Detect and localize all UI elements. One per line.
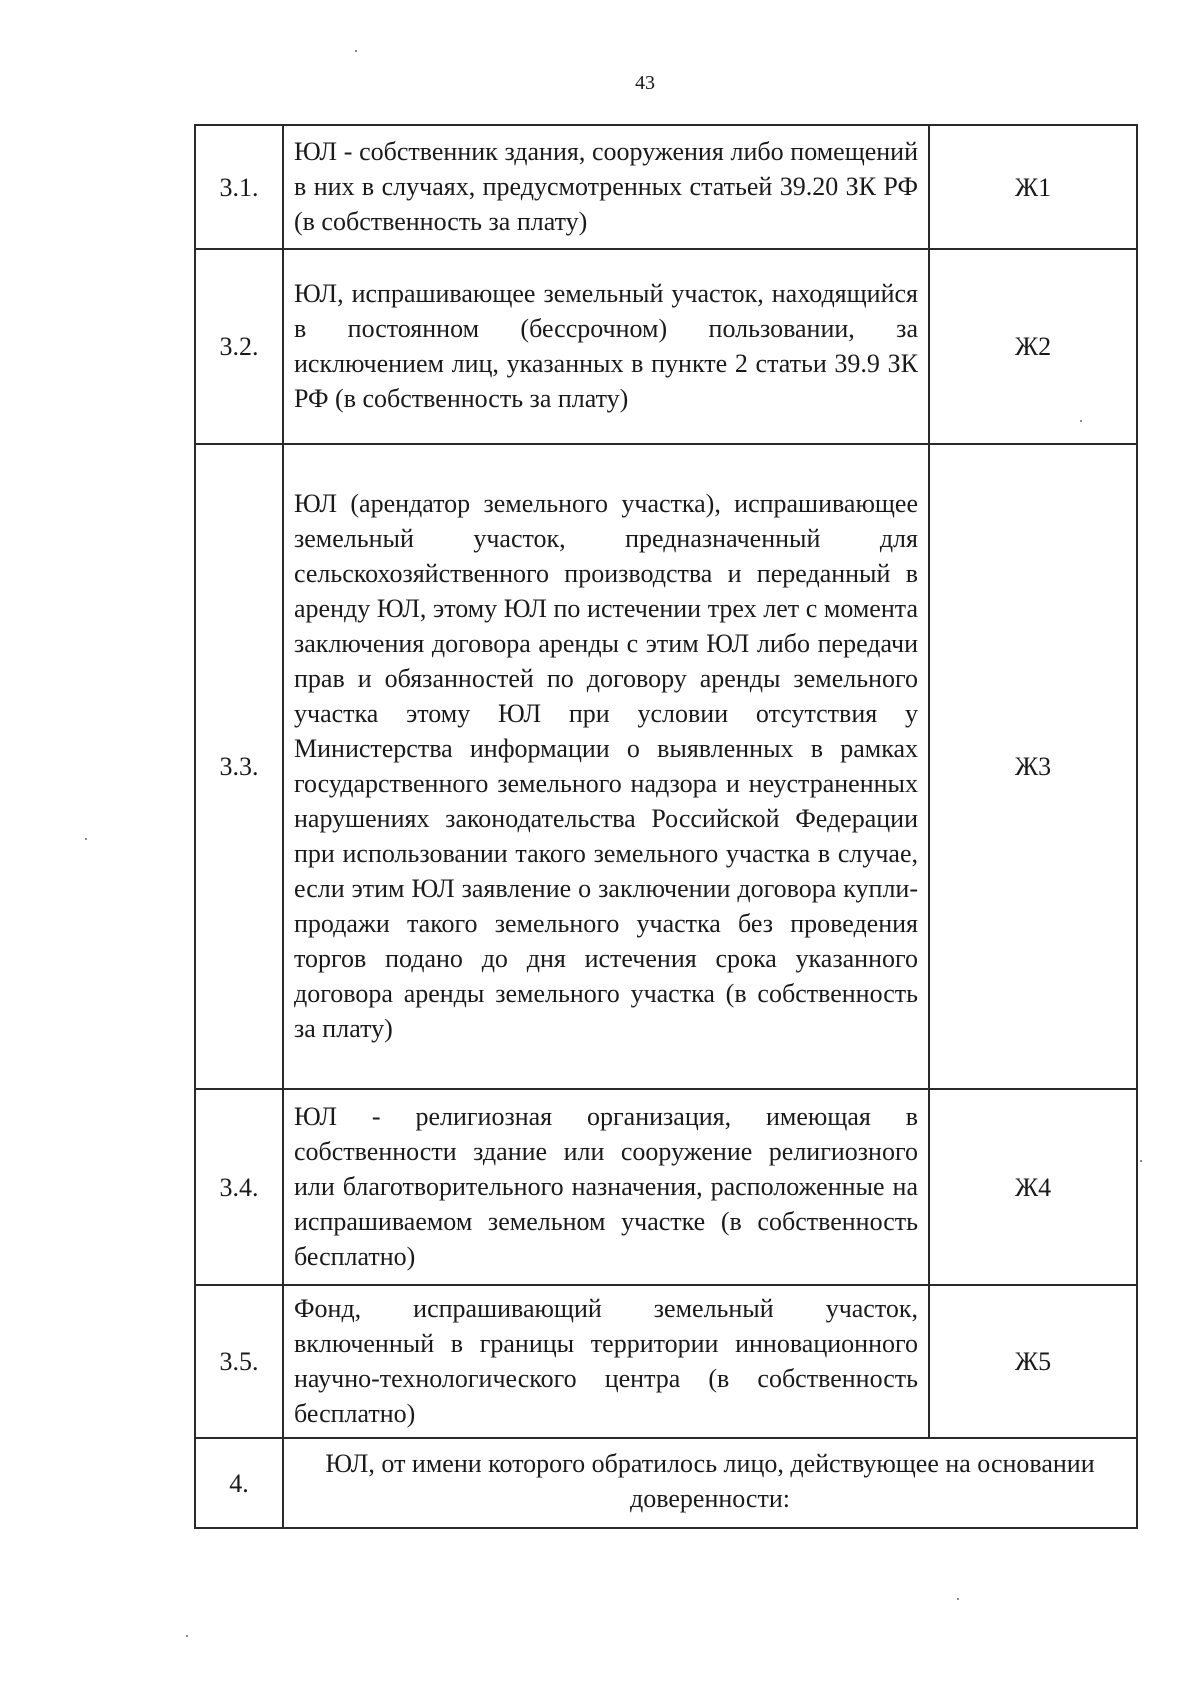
scan-speck xyxy=(957,1598,959,1600)
row-description: ЮЛ - религиозная организация, имеющая в собственности здание или сооружение религиозного или благотворительного назначения, расположенные на испрашиваемом земельном участке (в собственность бесплатно) xyxy=(283,1089,929,1285)
row-number: 3.4. xyxy=(195,1089,283,1285)
row-code: Ж4 xyxy=(929,1089,1137,1285)
row-number: 3.2. xyxy=(195,249,283,444)
row-number: 3.1. xyxy=(195,125,283,249)
scan-speck xyxy=(1080,420,1082,422)
row-description: ЮЛ, от имени которого обратилось лицо, действующее на основании доверенности: xyxy=(283,1438,1137,1528)
row-number: 4. xyxy=(195,1438,283,1528)
scan-speck xyxy=(85,838,87,840)
row-description: ЮЛ - собственник здания, сооружения либо помещений в них в случаях, предусмотренных статьей 39.20 ЗК РФ (в собственность за плату) xyxy=(283,125,929,249)
document-table xyxy=(194,124,1138,1529)
table-row xyxy=(195,444,1137,1089)
scan-speck xyxy=(186,1635,188,1637)
table-row xyxy=(195,249,1137,444)
table-row xyxy=(195,1285,1137,1438)
table-row xyxy=(195,125,1137,249)
scan-speck xyxy=(355,50,357,52)
row-code: Ж2 xyxy=(929,249,1137,444)
row-description: Фонд, испрашивающий земельный участок, включенный в границы территории инновационного научно-технологического центра (в собственность бесплатно) xyxy=(283,1285,929,1438)
row-number: 3.5. xyxy=(195,1285,283,1438)
row-code: Ж1 xyxy=(929,125,1137,249)
row-description: ЮЛ, испрашивающее земельный участок, находящийся в постоянном (бессрочном) пользовании, за исключением лиц, указанных в пункте 2 статьи 39.9 ЗК РФ (в собственность за плату) xyxy=(283,249,929,444)
row-number: 3.3. xyxy=(195,444,283,1089)
scan-speck xyxy=(1140,1160,1142,1162)
table-row xyxy=(195,1089,1137,1285)
row-code: Ж3 xyxy=(929,444,1137,1089)
row-code: Ж5 xyxy=(929,1285,1137,1438)
table-row xyxy=(195,1438,1137,1528)
page-number: 43 xyxy=(635,72,655,94)
row-description: ЮЛ (арендатор земельного участка), испрашивающее земельный участок, предназначенный для сельскохозяйственного производства и переданный в аренду ЮЛ, этому ЮЛ по истечении трех лет с момента заключения договора аренды с этим ЮЛ либо передачи прав и обязанностей по договору аренды земельного участка этому ЮЛ при условии отсутствия у Министерства информации о выявленных в рамках государственного земельного надзора и неустраненных нарушениях законодательства Российской Федерации при использовании такого земельного участка в случае, если этим ЮЛ заявление о заключении договора купли-продажи такого земельного участка без проведения торгов подано до дня истечения срока указанного договора аренды земельного участка (в собственность за плату) xyxy=(283,444,929,1089)
